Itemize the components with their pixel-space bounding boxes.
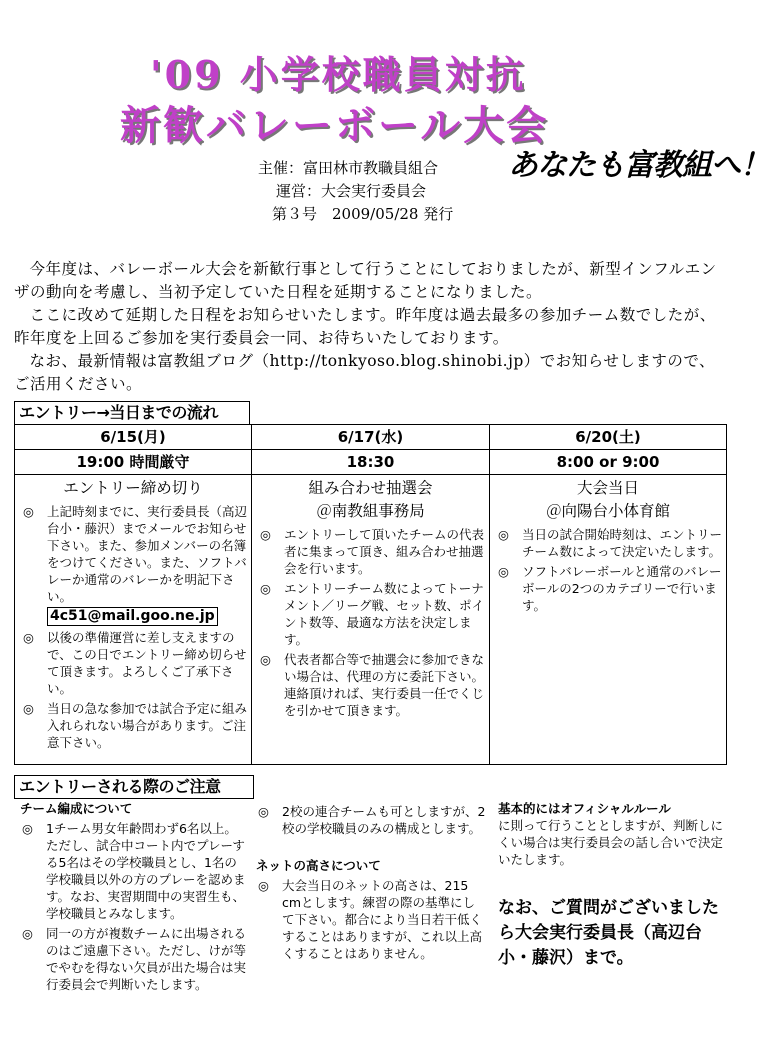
list-item (258, 651, 485, 719)
bullet-icon: ◎ (258, 878, 269, 893)
item-text: 1チーム男女年齢問わず6名以上。ただし、試合中コート内でプレーする5名はその学校職員とし、1名の学校職員以外の方のプレーを認めます。なお、実習期間中の実習生も、学校職員とみなします。 (46, 821, 246, 921)
schedule-table (14, 424, 727, 765)
notes-joint-net (256, 800, 490, 964)
net-heading: ネットの高さについて (256, 858, 381, 873)
contact-text: なお、ご質問がございましたら大会実行委員長（高辺台小・藤沢）まで。 (498, 898, 719, 968)
column-lottery (252, 475, 490, 765)
flow-heading: エントリー→当日までの流れ (14, 401, 250, 425)
date-2: 6/17(水) (252, 425, 490, 450)
bullet-icon: ◎ (23, 630, 34, 645)
item-text: 当日の急な参加では試合予定に組み入れられない場合があります。ご注意下さい。 (47, 701, 248, 750)
bullet-icon: ◎ (22, 821, 33, 836)
bullet-icon: ◎ (23, 504, 34, 519)
bullet-icon: ◎ (498, 527, 509, 542)
bullet-icon: ◎ (260, 581, 271, 596)
item-text: 以後の準備運営に差し支えますので、この日でエントリー締め切らせて頂きます。よろしくご了承下さい。 (47, 630, 247, 696)
organizer-block (258, 157, 453, 226)
bullet-icon: ◎ (260, 652, 271, 667)
intro-paragraph-1: 今年度は、バレーボール大会を新歓行事として行うことにしておりましたが、新型インフルエンザの動向を考慮し、当初予定していた日程を延期することになりました。 (14, 260, 717, 301)
column-title-3: 大会当日 (576, 479, 639, 497)
list-item (258, 526, 485, 577)
column-title-1: エントリー締め切り (63, 479, 203, 497)
list-item (258, 580, 485, 648)
intro-paragraph-3: なお、最新情報は富教組ブログ（http://tonkyoso.blog.shinobi.jp）でお知らせしますので、ご活用ください。 (14, 352, 716, 393)
notes-rules (498, 800, 724, 971)
item-text: 同一の方が複数チームに出場されるのはご遠慮下さい。ただし、けが等でやむを得ない欠員が出た場合は実行委員会で判断いたします。 (46, 926, 247, 992)
column-subtitle-2: ＠南教組事務局 (316, 502, 425, 520)
title-line-2: 新歓バレーボール大会 (120, 102, 550, 149)
item-text: 代表者都合等で抽選会に参加できない場合は、代理の方に委託下さい。連絡頂ければ、実行委員一任でくじを引かせて頂きます。 (284, 652, 485, 718)
management-line: 運営：大会実行委員会 (276, 182, 427, 200)
list-item (21, 503, 247, 626)
slogan: あなたも富教組へ！ (508, 148, 769, 183)
item-text: 当日の試合開始時刻は、エントリーチーム数によって決定いたします。 (522, 527, 723, 559)
intro-text (14, 258, 726, 396)
list-item (21, 629, 247, 697)
bullet-icon: ◎ (23, 701, 34, 716)
notes-heading: エントリーされる際のご注意 (14, 775, 254, 799)
item-text: ソフトバレーボールと通常のバレーボールの2つのカテゴリーで行います。 (522, 564, 722, 613)
notes-team (20, 800, 252, 995)
date-3: 6/20(土) (490, 425, 727, 450)
bullet-icon: ◎ (498, 564, 509, 579)
time-2: 18:30 (252, 450, 490, 475)
list-item (20, 925, 248, 993)
column-title-2: 組み合わせ抽選会 (308, 479, 433, 497)
bullet-icon: ◎ (258, 804, 269, 819)
list-item (496, 563, 722, 614)
item-text: 2校の連合チームも可としますが、2校の学校職員のみの構成とします。 (282, 804, 486, 836)
list-item (256, 803, 486, 837)
list-item (21, 700, 247, 751)
list-item (256, 877, 486, 962)
bullet-icon: ◎ (22, 926, 33, 941)
sponsor-line: 主催：富田林市教職員組合 (258, 159, 439, 177)
email-link[interactable]: 4c51@mail.goo.ne.jp (47, 607, 218, 626)
team-heading: チーム編成について (20, 801, 133, 816)
bullet-icon: ◎ (260, 527, 271, 542)
item-text: エントリーして頂いたチームの代表者に集まって頂き、組み合わせ抽選会を行います。 (284, 527, 485, 576)
title-line-1: '09 小学校職員対抗 (150, 52, 527, 97)
date-1: 6/15(月) (15, 425, 252, 450)
column-subtitle-3: ＠向陽台小体育館 (545, 502, 670, 520)
time-1: 19:00 時間厳守 (15, 450, 252, 475)
column-entry-deadline (15, 475, 252, 765)
item-text: エントリーチーム数によってトーナメント／リーグ戦、セット数、ポイント数等、最適な方法を決定します。 (284, 581, 485, 647)
column-event-day (490, 475, 727, 765)
list-item (20, 820, 248, 922)
issue-line: 第３号 2009/05/28 発行 (272, 205, 454, 223)
rules-heading: 基本的にはオフィシャルルール (498, 801, 671, 816)
time-3: 8:00 or 9:00 (490, 450, 727, 475)
intro-paragraph-2: ここに改めて延期した日程をお知らせいたします。昨年度は過去最多の参加チーム数でしたが、昨年度を上回るご参加を実行委員会一同、お待ちいたしております。 (14, 306, 716, 347)
rules-text: に則って行うこととしますが、判断しにくい場合は実行委員会の話し合いで決定いたします。 (498, 818, 724, 867)
list-item (496, 526, 722, 560)
item-text: 大会当日のネットの高さは、215 cmとします。練習の際の基準にして下さい。都合により当日若干低くすることはありますが、これ以上高くすることはありません。 (282, 878, 483, 961)
item-text: 上記時刻までに、実行委員長（高辺台小・藤沢）までメールでお知らせ下さい。また、参加メンバーの名簿をつけてください。また、ソフトバレーか通常のバレーかを明記下さい。 (47, 504, 248, 604)
